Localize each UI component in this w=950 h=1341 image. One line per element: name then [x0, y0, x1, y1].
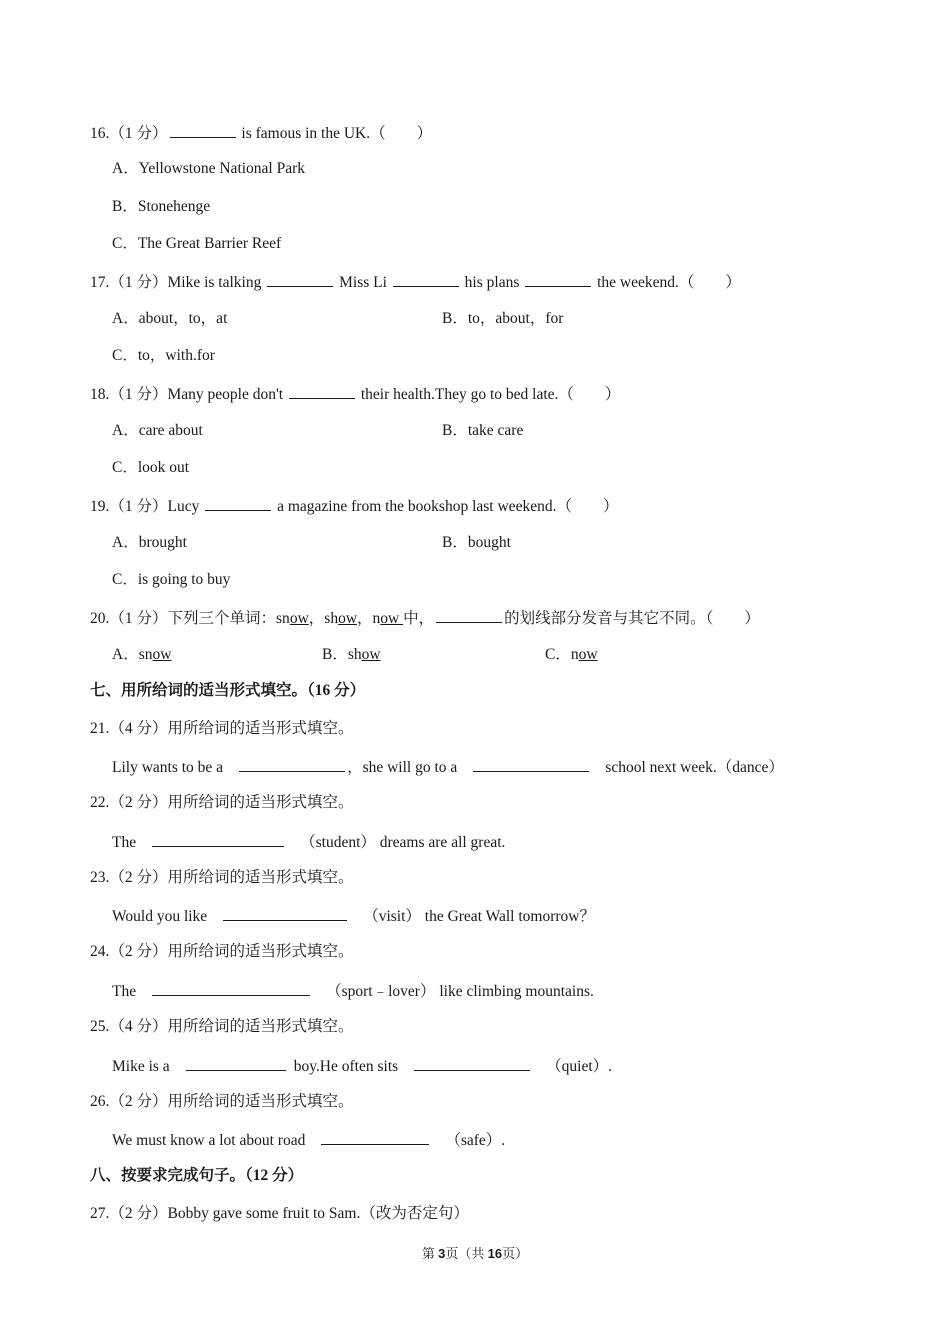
answer-blank[interactable] [267, 271, 333, 287]
option-c[interactable]: C．to，with.for [112, 347, 215, 364]
section-heading: 八、按要求完成句子。（12 分） [90, 1167, 304, 1184]
option-b[interactable]: B．show [322, 646, 381, 663]
answer-blank[interactable] [186, 1055, 286, 1071]
question-20: 20.（1 分）下列三个单词：snow，show，now 中， 的划线部分发音与其它不同。（ ） [90, 607, 760, 629]
option-c[interactable]: C．look out [112, 459, 190, 476]
answer-blank[interactable] [152, 980, 310, 996]
section-heading: 七、用所给词的适当形式填空。（16 分） [90, 682, 366, 699]
page-footer: 第 3页（共 16页） [421, 1246, 529, 1261]
answer-blank[interactable] [170, 122, 236, 138]
option-b[interactable]: B．bought [442, 534, 511, 551]
option-c[interactable]: C．now [545, 646, 598, 663]
answer-blank[interactable] [152, 831, 284, 847]
answer-blank[interactable] [289, 383, 355, 399]
option-a[interactable]: A．about，to，at [112, 310, 228, 327]
option-a[interactable]: A．brought [112, 534, 187, 551]
option-b[interactable]: B．take care [442, 422, 524, 439]
answer-blank[interactable] [223, 905, 347, 921]
answer-blank[interactable] [414, 1055, 530, 1071]
question-22: 22.（2 分）用所给词的适当形式填空。 [90, 794, 354, 811]
question-21: 21.（4 分）用所给词的适当形式填空。 [90, 720, 354, 737]
question-24: 24.（2 分）用所给词的适当形式填空。 [90, 943, 354, 960]
question-16: 16.（1 分） is famous in the UK.（ ） [90, 122, 432, 144]
option-c[interactable]: C．The Great Barrier Reef [112, 235, 282, 252]
answer-blank[interactable] [205, 495, 271, 511]
question-24-sentence: The （sport﹣lover） like climbing mountains. [112, 980, 594, 1002]
answer-blank[interactable] [436, 607, 502, 623]
option-a[interactable]: A．care about [112, 422, 203, 439]
question-23-sentence: Would you like （visit） the Great Wall tomorrow？ [112, 905, 595, 927]
page-total: 16 [487, 1246, 503, 1261]
option-a[interactable]: A．snow [112, 646, 172, 663]
question-17: 17.（1 分）Mike is talking Miss Li his plans the weekend.（ ） [90, 271, 741, 293]
question-19: 19.（1 分）Lucy a magazine from the bookshop last weekend.（ ） [90, 495, 618, 517]
option-a[interactable]: A．Yellowstone National Park [112, 160, 306, 177]
question-26: 26.（2 分）用所给词的适当形式填空。 [90, 1093, 354, 1110]
question-21-sentence: Lily wants to be a ，she will go to a school next week.（dance） [112, 756, 784, 778]
question-23: 23.（2 分）用所给词的适当形式填空。 [90, 869, 354, 886]
question-18: 18.（1 分）Many people don't their health.They go to bed late.（ ） [90, 383, 620, 405]
question-26-sentence: We must know a lot about road （safe）. [112, 1129, 505, 1151]
answer-blank[interactable] [393, 271, 459, 287]
question-25: 25.（4 分）用所给词的适当形式填空。 [90, 1018, 354, 1035]
question-22-sentence: The （student） dreams are all great. [112, 831, 505, 853]
answer-blank[interactable] [239, 756, 345, 772]
option-c[interactable]: C．is going to buy [112, 571, 231, 588]
answer-blank[interactable] [321, 1129, 429, 1145]
answer-blank[interactable] [525, 271, 591, 287]
question-27: 27.（2 分）Bobby gave some fruit to Sam.（改为否定句） [90, 1205, 469, 1222]
answer-blank[interactable] [473, 756, 589, 772]
option-b[interactable]: B．to，about，for [442, 310, 564, 327]
option-b[interactable]: B．Stonehenge [112, 198, 211, 215]
question-25-sentence: Mike is a boy.He often sits （quiet）. [112, 1055, 612, 1077]
page-number: 3 [438, 1246, 446, 1261]
